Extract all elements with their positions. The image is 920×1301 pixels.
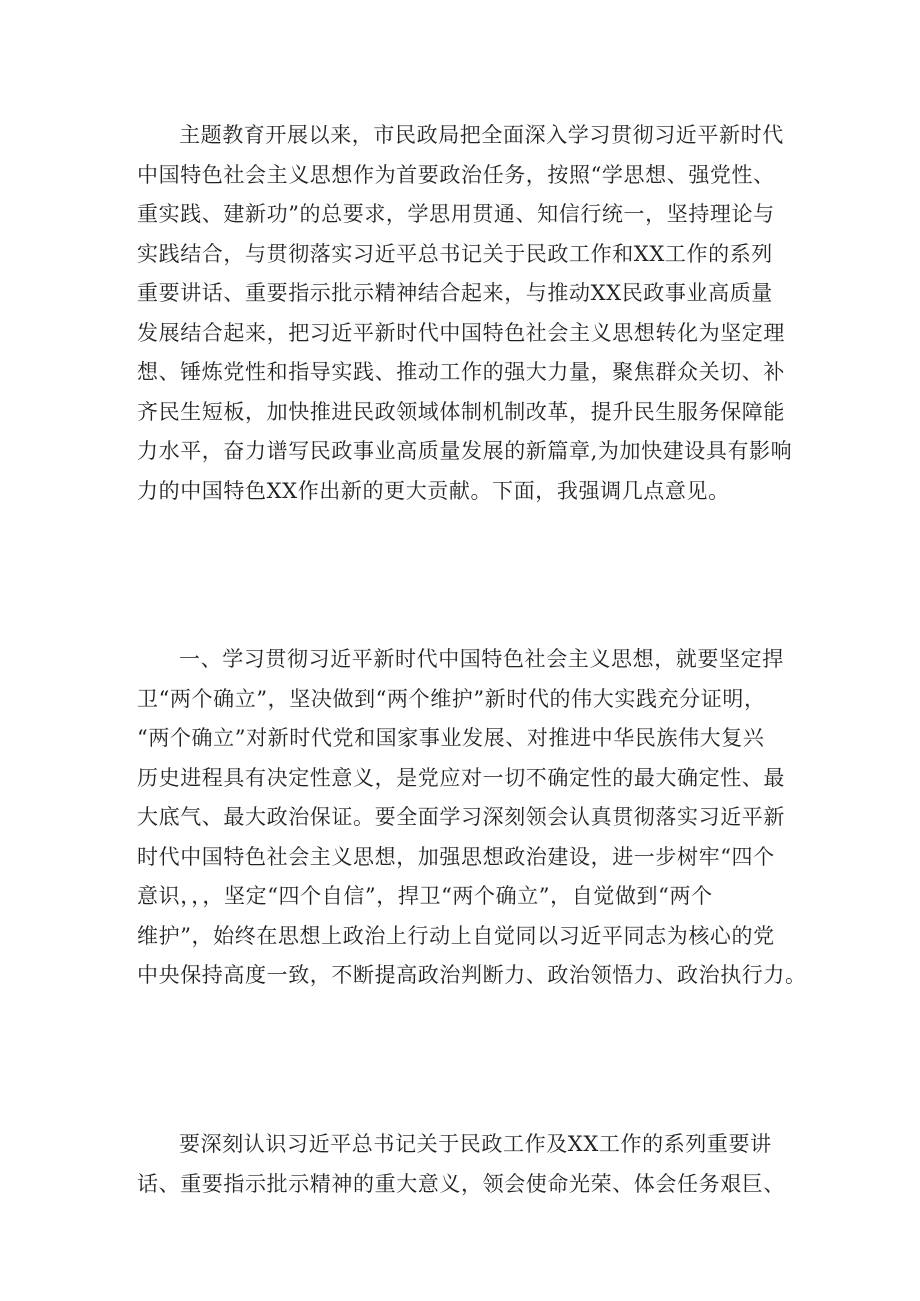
paragraph-line: 维护”，始终在思想上政治上行动上自觉同以习近平同志为核心的党	[137, 923, 775, 948]
paragraph-line: 力水平，奋力谱写民政事业高质量发展的新篇章,为加快建设具有影响	[137, 439, 793, 463]
paragraph-line: 力的中国特色XX作出新的更大贡献。下面，我强调几点意见。	[137, 478, 730, 503]
paragraph-line: 时代中国特色社会主义思想，加强思想政治建设，进一步树牢“四个	[137, 844, 775, 869]
paragraph-line: 主题教育开展以来，市民政局把全面深入学习贯彻习近平新时代	[179, 123, 784, 147]
paragraph-line: 卫“两个确立”，坚决做到“两个维护”新时代的伟大实践充分证明，	[137, 686, 766, 711]
paragraph-line: 实践结合，与贯彻落实习近平总书记关于民政工作和XX工作的系列	[137, 241, 773, 266]
paragraph-line: 一、学习贯彻习近平新时代中国特色社会主义思想，就要坚定捍	[179, 647, 784, 671]
section-one-followup-paragraph	[137, 1125, 793, 1204]
paragraph-line: 想、锤炼党性和指导实践、推动工作的强大力量，聚焦群众关切、补	[137, 360, 785, 384]
paragraph-line: “两个确立”对新时代党和国家事业发展、对推进中华民族伟大复兴	[137, 726, 765, 750]
paragraph-line: 大底气、最大政治保证。要全面学习深刻领会认真贯彻落实习近平新	[137, 805, 785, 829]
section-one-paragraph	[137, 640, 807, 996]
paragraph-line: 要深刻认识习近平总书记关于民政工作及XX工作的系列重要讲	[179, 1132, 772, 1156]
paragraph-line: 意识，，，坚定“四个自信”，捍卫“两个确立”，自觉做到“两个	[137, 884, 713, 908]
paragraph-line: 话、重要指示批示精神的重大意义，领会使命光荣、体会任务艰巨、	[137, 1171, 785, 1196]
intro-paragraph	[137, 116, 793, 511]
paragraph-line: 中央保持高度一致，不断提高政治判断力、政治领悟力、政治执行力。	[137, 963, 807, 987]
paragraph-line: 历史进程具有决定性意义，是党应对一切不确定性的最大确定性、最	[137, 765, 785, 790]
paragraph-line: 重实践、建新功”的总要求，学思用贯通、知信行统一，坚持理论与	[137, 202, 775, 226]
paragraph-line: 中国特色社会主义思想作为首要政治任务，按照“学思想、强党性、	[137, 162, 775, 187]
paragraph-line: 重要讲话、重要指示批示精神结合起来，与推动XX民政事业高质量	[137, 281, 773, 305]
paragraph-line: 齐民生短板，加快推进民政领域体制机制改革，提升民生服务保障能	[137, 399, 785, 424]
paragraph-line: 发展结合起来，把习近平新时代中国特色社会主义思想转化为坚定理	[137, 320, 785, 345]
